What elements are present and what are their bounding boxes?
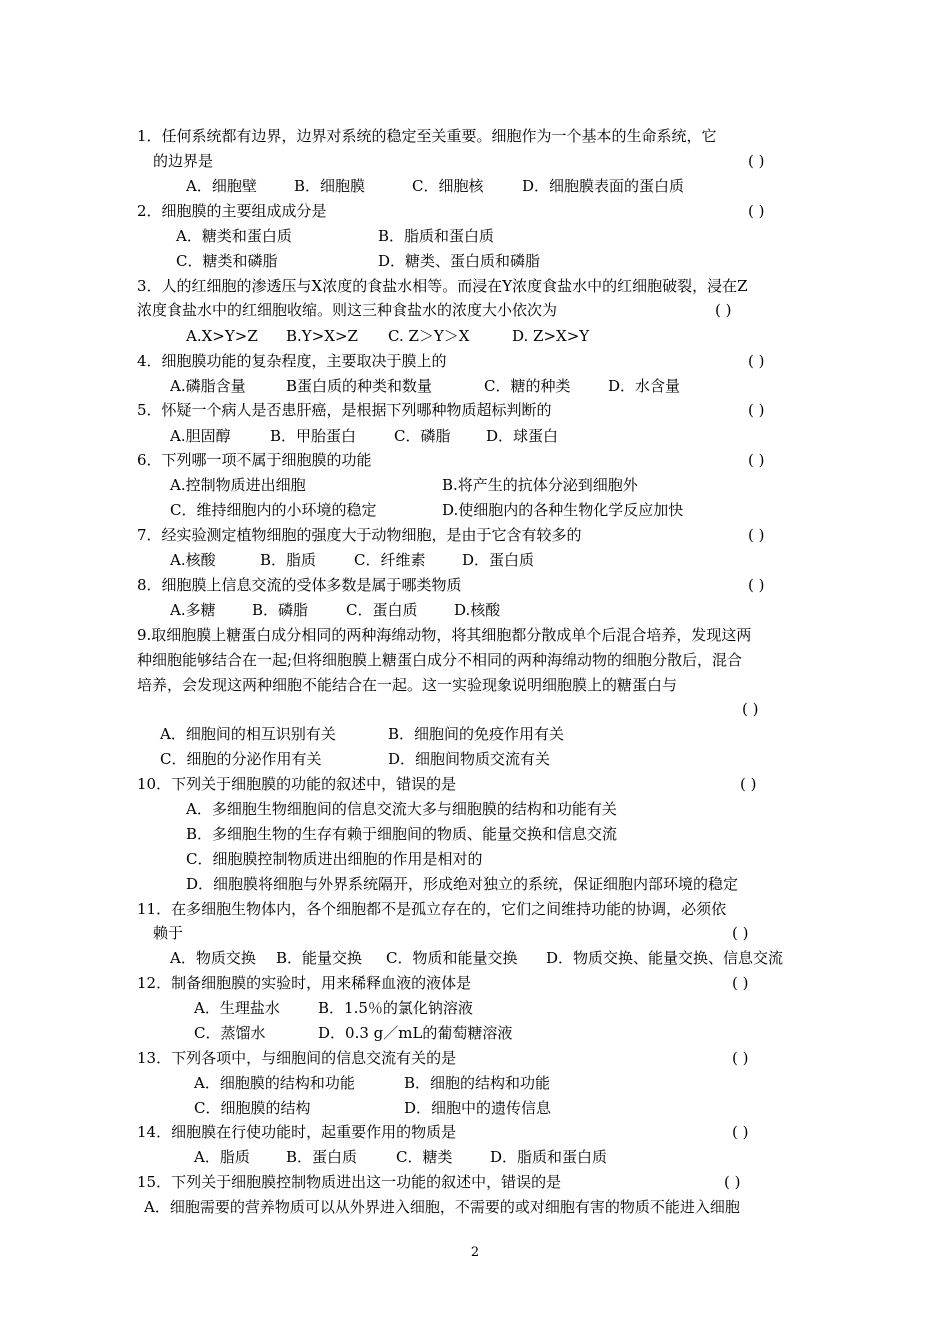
q13-option-a: A．细胞膜的结构和功能 <box>194 1074 355 1092</box>
q1-stem-line1: 1．任何系统都有边界，边界对系统的稳定至关重要。细胞作为一个基本的生命系统，它 <box>137 127 717 145</box>
q11-stem-line1: 11．在多细胞生物体内，各个细胞都不是孤立存在的，它们之间维持功能的协调，必须依 <box>137 900 727 918</box>
q13-option-b: B．细胞的结构和功能 <box>404 1074 551 1092</box>
q9-option-d: D．细胞间物质交流有关 <box>388 750 551 768</box>
q6-stem: 6．下列哪一项不属于细胞膜的功能 <box>137 451 372 469</box>
q7-option-b: B．脂质 <box>260 551 317 569</box>
q5-option-c: C．磷脂 <box>394 427 451 445</box>
q3-option-c: C. Z＞Y＞X <box>388 327 470 345</box>
q1-option-b: B．细胞膜 <box>294 177 366 195</box>
q7-option-a: A.核酸 <box>170 551 216 569</box>
q14-answer-blank: ( ) <box>732 1123 749 1141</box>
q9-option-b: B．细胞间的免疫作用有关 <box>388 725 565 743</box>
q5-option-d: D．球蛋白 <box>486 427 559 445</box>
q4-option-a: A.磷脂含量 <box>170 377 246 395</box>
q13-answer-blank: ( ) <box>732 1049 749 1067</box>
q2-option-c: C．糖类和磷脂 <box>176 252 278 270</box>
q10-answer-blank: ( ) <box>740 775 757 793</box>
q6-option-c: C．维持细胞内的小环境的稳定 <box>170 501 377 519</box>
q8-stem: 8．细胞膜上信息交流的受体多数是属于哪类物质 <box>137 576 462 594</box>
q8-option-b: B．磷脂 <box>252 601 309 619</box>
q9-answer-blank: ( ) <box>742 700 759 718</box>
q3-stem-line1: 3．人的红细胞的渗透压与X浓度的食盐水相等。而浸在Y浓度食盐水中的红细胞破裂，浸在Z <box>137 277 748 295</box>
q11-option-d: D．物质交换、能量交换、信息交流 <box>546 949 784 967</box>
q3-answer-blank: ( ) <box>715 301 732 319</box>
q5-stem: 5．怀疑一个病人是否患肝癌，是根据下列哪种物质超标判断的 <box>137 401 552 419</box>
q6-answer-blank: ( ) <box>748 451 765 469</box>
q11-stem-line2: 赖于 <box>153 924 184 942</box>
q6-option-a: A.控制物质进出细胞 <box>170 476 306 494</box>
q10-stem: 10．下列关于细胞膜的功能的叙述中，错误的是 <box>137 775 457 793</box>
q3-stem-line2: 浓度食盐水中的红细胞收缩。则这三种食盐水的浓度大小依次为 <box>137 301 558 319</box>
q12-option-d: D．0.3 g／mL的葡萄糖溶液 <box>318 1024 513 1042</box>
q10-option-a: A．多细胞生物细胞间的信息交流大多与细胞膜的结构和功能有关 <box>186 800 617 818</box>
q4-stem: 4．细胞膜功能的复杂程度，主要取决于膜上的 <box>137 352 447 370</box>
q10-option-c: C．细胞膜控制物质进出细胞的作用是相对的 <box>186 850 483 868</box>
q8-option-c: C．蛋白质 <box>346 601 418 619</box>
q14-stem: 14．细胞膜在行使功能时，起重要作用的物质是 <box>137 1123 457 1141</box>
q8-option-a: A.多糖 <box>170 601 216 619</box>
q12-stem: 12．制备细胞膜的实验时，用来稀释血液的液体是 <box>137 974 472 992</box>
q9-option-a: A．细胞间的相互识别有关 <box>160 725 336 743</box>
q12-option-b: B．1.5％的氯化钠溶液 <box>318 999 473 1017</box>
q9-option-c: C．细胞的分泌作用有关 <box>160 750 322 768</box>
q10-option-d: D．细胞膜将细胞与外界系统隔开，形成绝对独立的系统，保证细胞内部环境的稳定 <box>186 875 739 893</box>
q1-option-d: D．细胞膜表面的蛋白质 <box>522 177 685 195</box>
q5-answer-blank: ( ) <box>748 401 765 419</box>
q14-option-c: C．糖类 <box>396 1148 453 1166</box>
q2-option-d: D．糖类、蛋白质和磷脂 <box>378 252 541 270</box>
q7-option-c: C．纤维素 <box>354 551 426 569</box>
q13-option-c: C．细胞膜的结构 <box>194 1099 311 1117</box>
q12-option-a: A．生理盐水 <box>194 999 280 1017</box>
q6-option-b: B.将产生的抗体分泌到细胞外 <box>442 476 638 494</box>
q11-option-b: B．能量交换 <box>276 949 363 967</box>
q4-option-c: C．糖的种类 <box>484 377 571 395</box>
q2-answer-blank: ( ) <box>748 202 765 220</box>
q1-option-a: A．细胞壁 <box>186 177 257 195</box>
q15-stem: 15．下列关于细胞膜控制物质进出这一功能的叙述中，错误的是 <box>137 1173 562 1191</box>
page-number: 2 <box>470 1245 480 1260</box>
q11-answer-blank: ( ) <box>732 924 749 942</box>
q11-option-c: C．物质和能量交换 <box>386 949 518 967</box>
q1-answer-blank: ( ) <box>748 152 765 170</box>
q2-option-b: B．脂质和蛋白质 <box>378 227 495 245</box>
q4-answer-blank: ( ) <box>748 352 765 370</box>
q7-stem: 7．经实验测定植物细胞的强度大于动物细胞，是由于它含有较多的 <box>137 526 582 544</box>
q2-option-a: A．糖类和蛋白质 <box>176 227 292 245</box>
q7-option-d: D．蛋白质 <box>462 551 535 569</box>
q5-option-a: A.胆固醇 <box>170 427 231 445</box>
q1-option-c: C．细胞核 <box>412 177 484 195</box>
q9-stem-line3: 培养，会发现这两种细胞不能结合在一起。这一实验现象说明细胞膜上的糖蛋白与 <box>137 676 678 694</box>
q14-option-a: A．脂质 <box>194 1148 250 1166</box>
q3-option-a: A.X>Y>Z <box>186 327 258 345</box>
q9-stem-line1: 9.取细胞膜上糖蛋白成分相同的两种海绵动物，将其细胞都分散成单个后混合培养，发现这两 <box>137 626 752 644</box>
q8-answer-blank: ( ) <box>748 576 765 594</box>
q6-option-d: D.使细胞内的各种生物化学反应加快 <box>442 501 684 519</box>
q3-option-d: D. Z>X>Y <box>512 327 590 345</box>
q4-option-b: B蛋白质的种类和数量 <box>286 377 433 395</box>
q15-option-a: A．细胞需要的营养物质可以从外界进入细胞，不需要的或对细胞有害的物质不能进入细胞 <box>144 1198 740 1216</box>
q8-option-d: D.核酸 <box>454 601 501 619</box>
q14-option-b: B．蛋白质 <box>286 1148 358 1166</box>
q14-option-d: D．脂质和蛋白质 <box>490 1148 608 1166</box>
q3-option-b: B.Y>X>Z <box>286 327 358 345</box>
q12-option-c: C．蒸馏水 <box>194 1024 266 1042</box>
q13-option-d: D．细胞中的遗传信息 <box>404 1099 552 1117</box>
q12-answer-blank: ( ) <box>732 974 749 992</box>
q5-option-b: B．甲胎蛋白 <box>270 427 357 445</box>
q4-option-d: D．水含量 <box>608 377 681 395</box>
q13-stem: 13．下列各项中，与细胞间的信息交流有关的是 <box>137 1049 457 1067</box>
q11-option-a: A．物质交换 <box>170 949 256 967</box>
q9-stem-line2: 种细胞能够结合在一起;但将细胞膜上糖蛋白成分不相同的两种海绵动物的细胞分散后，混合 <box>137 651 743 669</box>
q15-answer-blank: ( ) <box>724 1173 741 1191</box>
q2-stem: 2．细胞膜的主要组成成分是 <box>137 202 327 220</box>
q7-answer-blank: ( ) <box>748 526 765 544</box>
q1-stem-line2: 的边界是 <box>153 152 214 170</box>
q10-option-b: B．多细胞生物的生存有赖于细胞间的物质、能量交换和信息交流 <box>186 825 618 843</box>
